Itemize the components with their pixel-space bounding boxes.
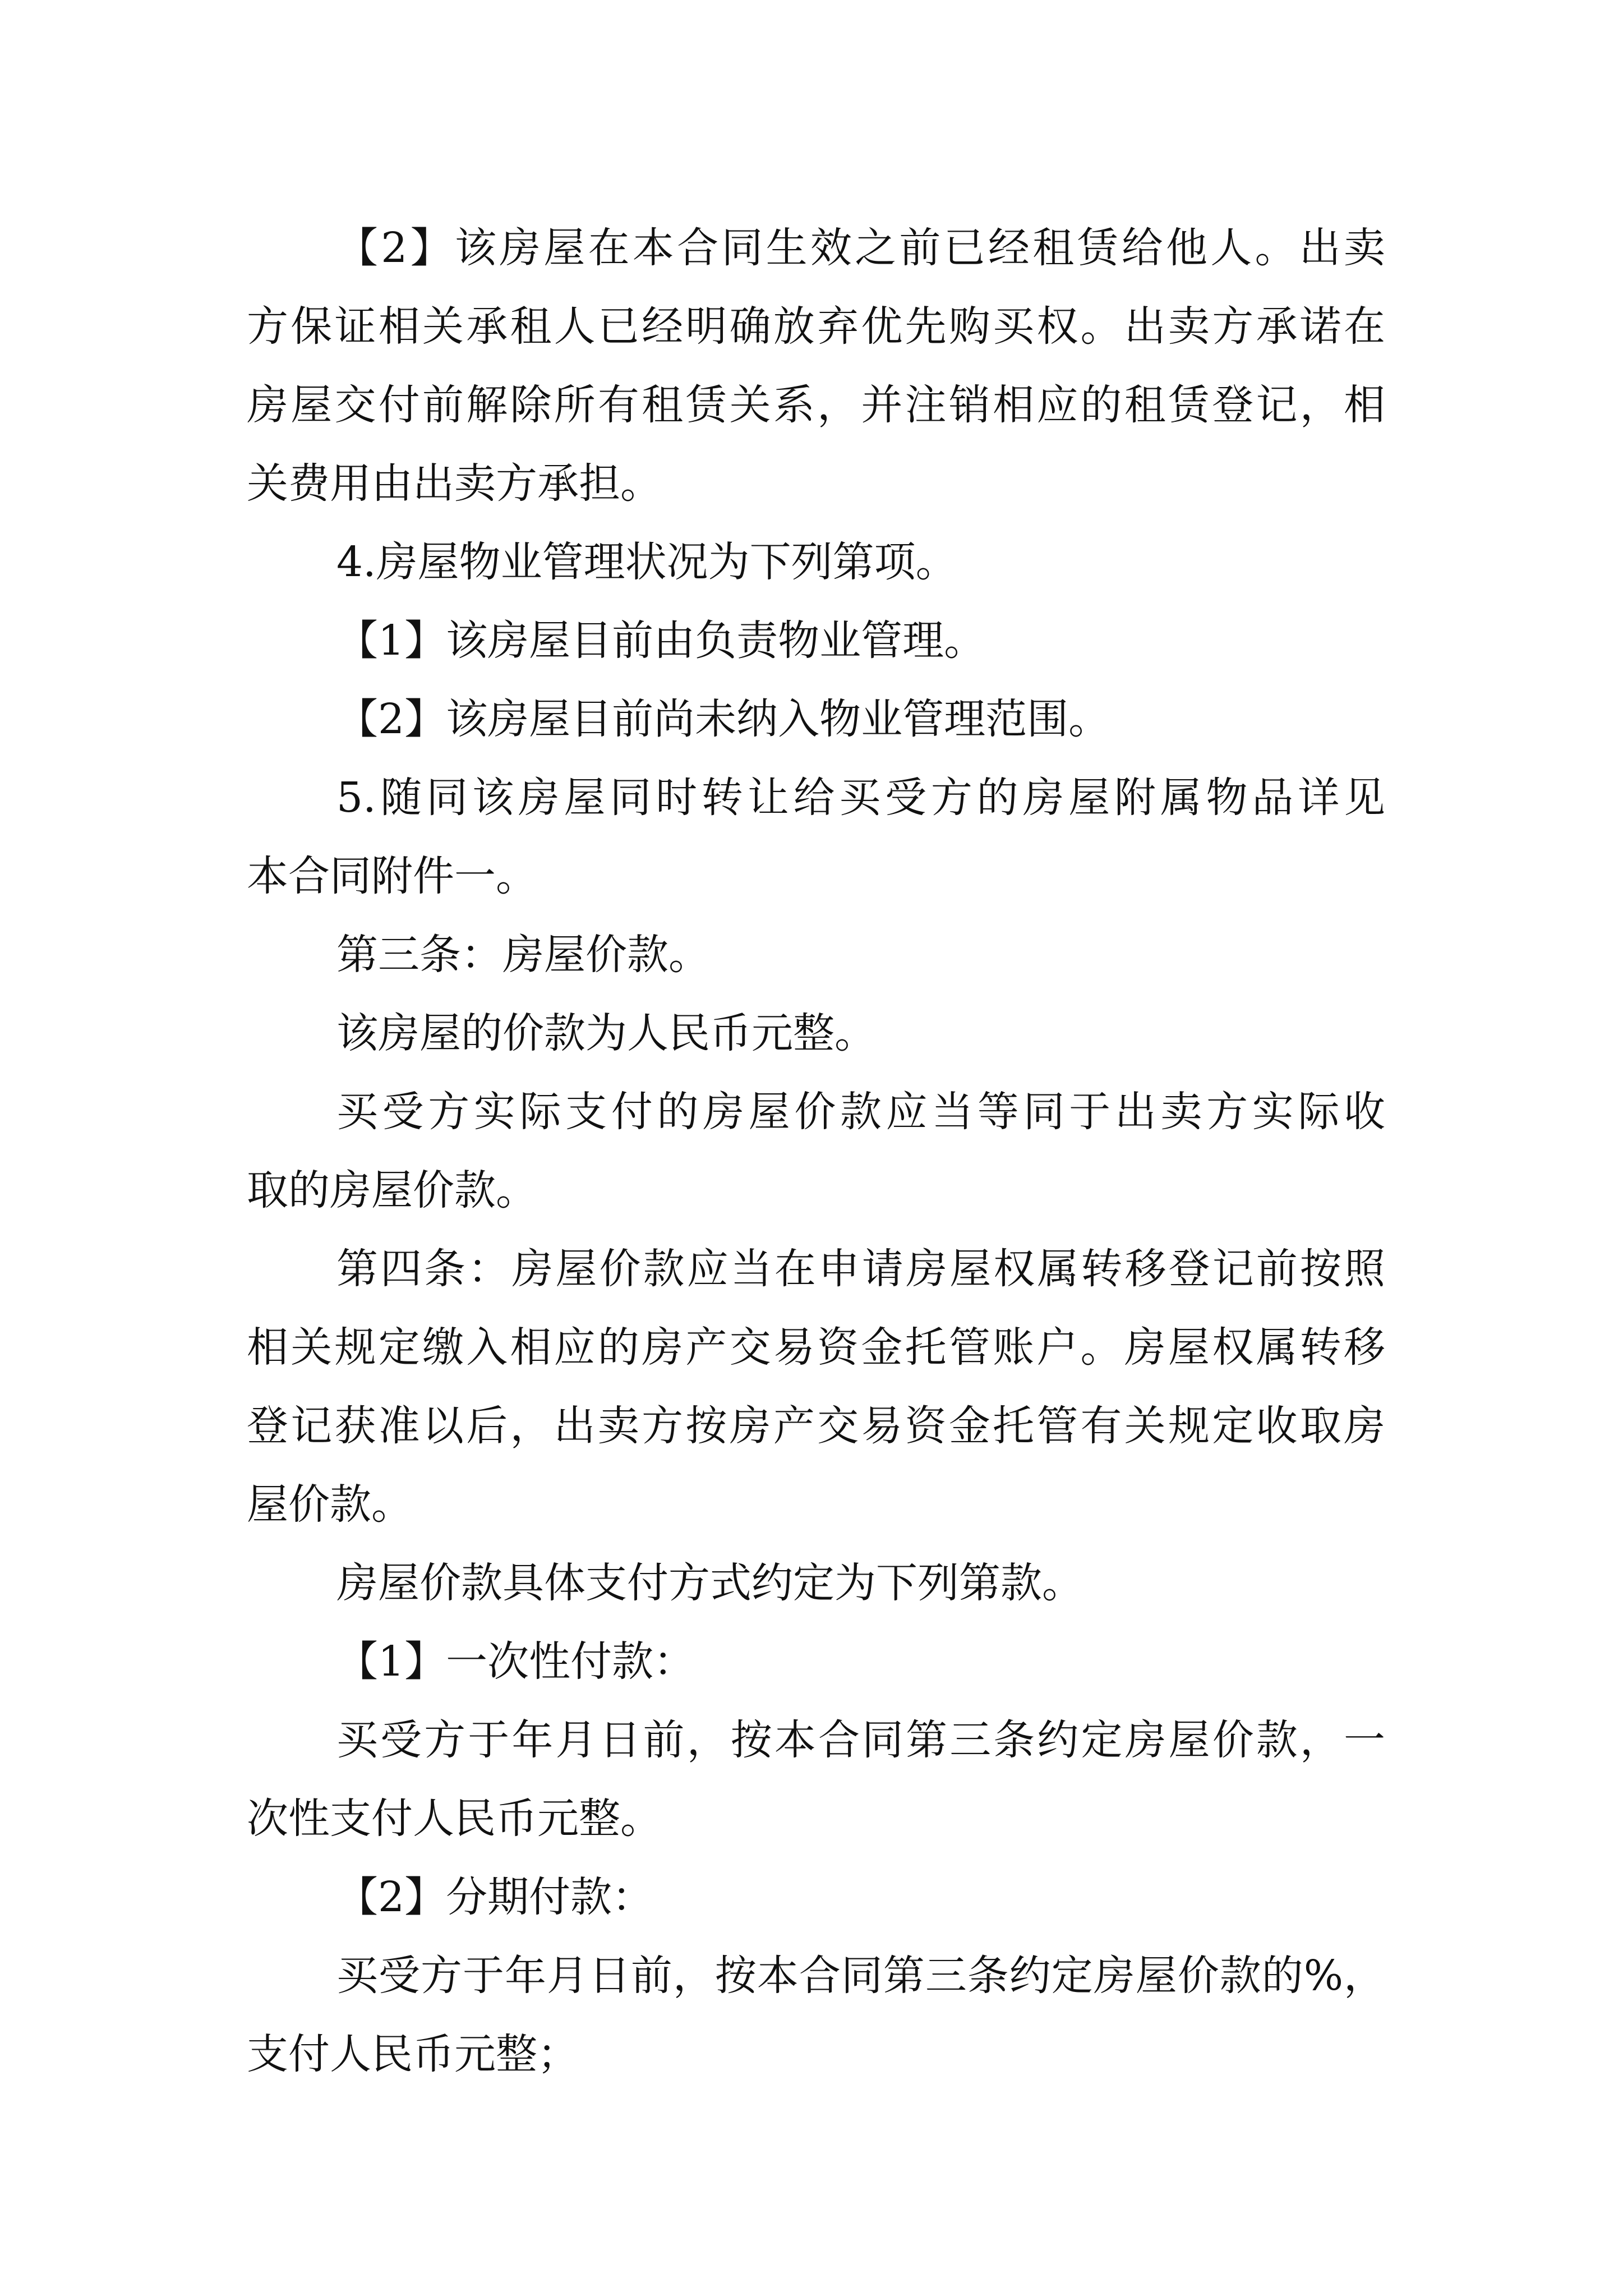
clause-heading: 4.房屋物业管理状况为下列第项。: [336, 538, 957, 586]
paragraph-line: 取的房屋价款。: [247, 1166, 537, 1214]
option-line: 【2】该房屋目前尚未纳入物业管理范围。: [336, 695, 1110, 743]
paragraph-line: 相关规定缴入相应的房产交易资金托管账户。房屋权属转移: [247, 1323, 1385, 1372]
paragraph-line: 买受方实际支付的房屋价款应当等同于出卖方实际收: [336, 1088, 1385, 1136]
paragraph-line: 买受方于年月日前，按本合同第三条约定房屋价款的%，: [336, 1952, 1385, 2000]
paragraph-line: 关费用由出卖方承担。: [247, 459, 662, 508]
paragraph-line: 【2】该房屋在本合同生效之前已经租赁给他人。出卖: [336, 224, 1385, 272]
clause-heading: 5.随同该房屋同时转让给买受方的房屋附属物品详见: [336, 774, 1385, 822]
paragraph-line: 次性支付人民币元整。: [247, 1795, 662, 1843]
option-line: 【1】一次性付款：: [336, 1637, 695, 1686]
paragraph-line: 方保证相关承租人已经明确放弃优先购买权。出卖方承诺在: [247, 302, 1385, 351]
paragraph-line: 屋价款。: [247, 1480, 413, 1529]
paragraph-line: 登记获准以后，出卖方按房产交易资金托管有关规定收取房: [247, 1402, 1385, 1450]
paragraph-line: 支付人民币元整；: [247, 2030, 579, 2078]
option-line: 【1】该房屋目前由负责物业管理。: [336, 616, 986, 665]
paragraph-line: 买受方于年月日前，按本合同第三条约定房屋价款，一: [336, 1716, 1385, 1764]
article-title: 第三条：房屋价款。: [336, 931, 710, 979]
option-line: 【2】分期付款：: [336, 1873, 654, 1921]
paragraph-line: 本合同附件一。: [247, 852, 537, 900]
paragraph-line: 该房屋的价款为人民币元整。: [336, 1009, 876, 1057]
article-title: 第四条：房屋价款应当在申请房屋权属转移登记前按照: [336, 1245, 1385, 1293]
paragraph-line: 房屋交付前解除所有租赁关系，并注销相应的租赁登记，相: [247, 381, 1385, 429]
paragraph-line: 房屋价款具体支付方式约定为下列第款。: [336, 1559, 1083, 1607]
